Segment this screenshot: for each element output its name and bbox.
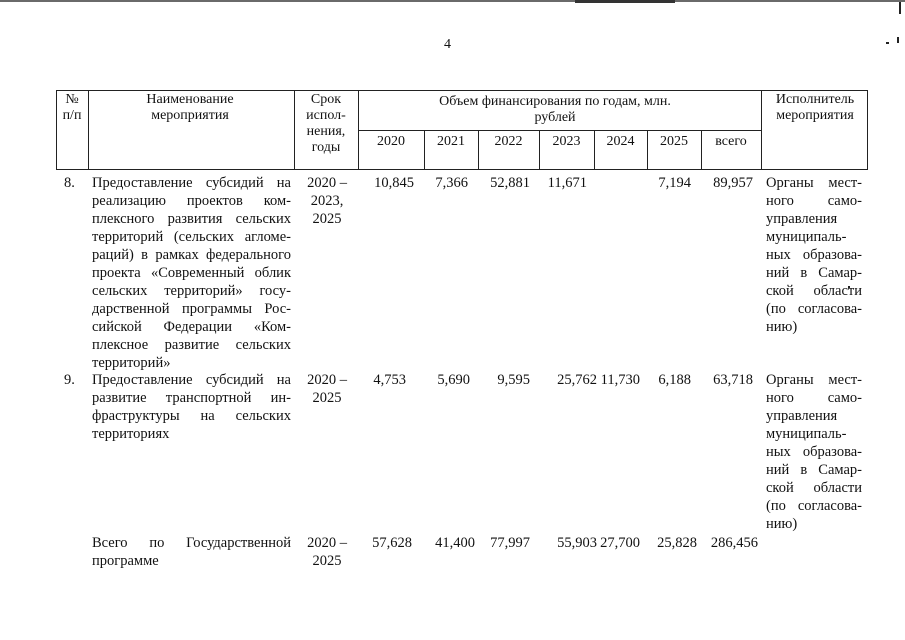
total-value-2025: 25,828 — [657, 535, 697, 551]
row-8-value-2023: 11,671 — [547, 175, 587, 191]
row-8-value-total: 89,957 — [713, 175, 753, 191]
row-8-name: Предоставление субсидий на реализацию проектов ком-плексного развития сельских территорий (сельских агломе-раций) в рамках федерального проекта «Современный облик сельских территорий» госу-дарственной программы Рос-сийской Федерации «Ком-плексное развитие сельских территорий» — [92, 175, 291, 371]
header-year-total: всего — [715, 134, 747, 149]
scan-speck — [899, 2, 901, 14]
row-9-value-2022: 9,595 — [497, 372, 530, 388]
header-year-2021: 2021 — [437, 134, 465, 149]
row-9-value-2024: 11,730 — [600, 372, 640, 388]
header-executor: Исполнитель мероприятия — [775, 92, 855, 123]
top-border-line — [0, 0, 905, 2]
row-9-value-2021: 5,690 — [437, 372, 470, 388]
row-9-value-2025: 6,188 — [658, 372, 691, 388]
row-8-num: 8. — [64, 175, 75, 191]
header-year-2020: 2020 — [377, 134, 405, 149]
header-name: Наименование мероприятия — [146, 92, 234, 123]
total-value-2023: 55,903 — [557, 535, 597, 551]
header-year-2024: 2024 — [606, 134, 635, 149]
row-9-name: Предоставление субсидий на развитие транспортной ин-фраструктуры на сельских территориях — [92, 372, 291, 442]
header-divider — [88, 90, 89, 170]
row-8-value-2022: 52,881 — [490, 175, 530, 191]
page-number: 4 — [444, 37, 451, 52]
row-9-value-2020: 4,753 — [373, 372, 406, 388]
total-name: Всего по Государственной программе — [92, 535, 291, 569]
header-num: № п/п — [62, 92, 82, 123]
total-value-total: 286,456 — [710, 535, 758, 551]
scan-speck — [886, 42, 889, 44]
row-9-num: 9. — [64, 372, 75, 388]
header-divider — [294, 90, 295, 170]
total-value-2020: 57,628 — [372, 535, 412, 551]
row-9-term: 2020 – 2025 — [307, 372, 347, 406]
row-8-value-2025: 7,194 — [658, 175, 691, 191]
top-border-accent — [575, 0, 675, 3]
total-value-2021: 41,400 — [435, 535, 475, 551]
header-year-2025: 2025 — [660, 134, 688, 149]
row-8-value-2021: 7,366 — [435, 175, 468, 191]
row-8-term: 2020 – 2023, 2025 — [307, 175, 347, 227]
header-term: Срок испол-нения, годы — [306, 92, 346, 155]
header-year-2022: 2022 — [494, 134, 523, 149]
scan-speck — [897, 37, 899, 43]
header-year-2023: 2023 — [552, 134, 581, 149]
total-term: 2020 – 2025 — [307, 535, 347, 569]
row-9-value-total: 63,718 — [713, 372, 753, 388]
total-value-2024: 27,700 — [600, 535, 640, 551]
row-9-executor: Органы мест-ного само-управления муниципаль-ных образова-ний в Самар-ской области (по согласова-нию) — [766, 372, 862, 532]
header-divider — [761, 90, 762, 170]
row-8-value-2020: 10,845 — [374, 175, 414, 191]
row-9-value-2023: 25,762 — [557, 372, 597, 388]
row-8-executor: Органы мест-ного само-управления муниципаль-ных образова-ний в Самар-ской области (по согласова-нию) — [766, 175, 862, 335]
total-value-2022: 77,997 — [490, 535, 530, 551]
header-funding: Объем финансирования по годам, млн. рублей — [439, 94, 671, 125]
